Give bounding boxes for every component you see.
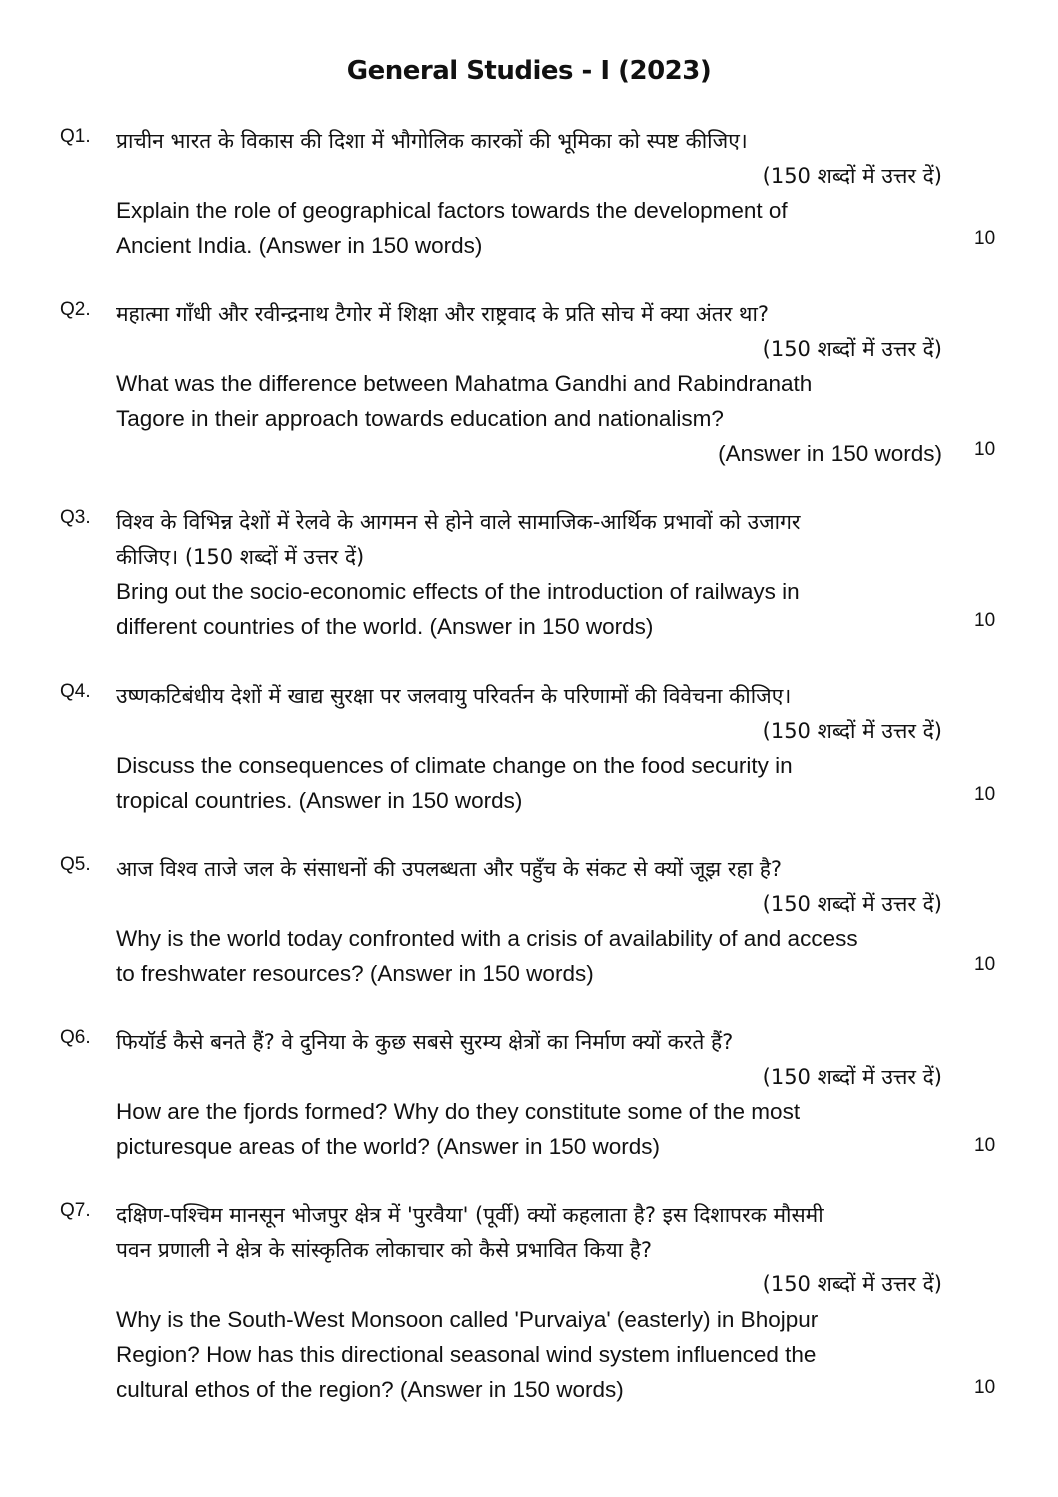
question-english-text-line-2: to freshwater resources? (Answer in 150 words)	[116, 961, 594, 986]
question-hindi-text-line-2: पवन प्रणाली ने क्षेत्र के सांस्कृतिक लोकाचार को कैसे प्रभावित किया है?	[116, 1237, 653, 1262]
question-hindi-text: महात्मा गाँधी और रवीन्द्रनाथ टैगोर में शिक्षा और राष्ट्रवाद के प्रति सोच में क्या अंतर था?	[116, 302, 770, 326]
question-hindi-word-limit: (150 शब्दों में उत्तर दें)	[762, 163, 942, 188]
question-number: Q3.	[60, 507, 91, 528]
question-marks: 10	[974, 1377, 996, 1398]
question-hindi-text: फियॉर्ड कैसे बनते हैं? वे दुनिया के कुछ सबसे सुरम्य क्षेत्रों का निर्माण क्यों करते हैं?	[116, 1030, 734, 1054]
question-hindi-text-line-1: दक्षिण-पश्चिम मानसून भोजपुर क्षेत्र में 'पुरवैया' (पूर्वी) क्यों कहलाता है? इस दिशापरक मौसमी	[116, 1203, 824, 1227]
question-english-text-line-3: cultural ethos of the region? (Answer in 150 words)	[116, 1376, 624, 1402]
question-marks: 10	[974, 610, 996, 631]
question-english-text-line-1: Discuss the consequences of climate change on the food security in	[116, 753, 793, 778]
question-english-text-line-1: What was the difference between Mahatma Gandhi and Rabindranath	[116, 371, 813, 396]
question-hindi-text: उष्णकटिबंधीय देशों में खाद्य सुरक्षा पर जलवायु परिवर्तन के परिणामों की विवेचना कीजिए।	[116, 684, 792, 708]
question-marks: 10	[974, 228, 996, 249]
question-marks: 10	[974, 1135, 996, 1156]
question-number: Q2.	[60, 299, 91, 320]
question-hindi-word-limit: (150 शब्दों में उत्तर दें)	[762, 336, 942, 361]
question-number: Q6.	[60, 1027, 91, 1048]
question-marks: 10	[974, 784, 996, 805]
question-hindi-word-limit: (150 शब्दों में उत्तर दें)	[762, 891, 942, 916]
page-title: General Studies - I (2023)	[346, 56, 712, 86]
question-english-text-line-2: tropical countries. (Answer in 150 words)	[116, 788, 523, 813]
question-hindi-text-line-2: कीजिए। (150 शब्दों में उत्तर दें)	[116, 544, 365, 569]
question-hindi-word-limit: (150 शब्दों में उत्तर दें)	[762, 1272, 942, 1296]
question-english-text-line-2: picturesque areas of the world? (Answer in 150 words)	[116, 1134, 661, 1159]
question-english-text-line-2: different countries of the world. (Answer in 150 words)	[116, 614, 654, 639]
question-english-text-line-1: How are the fjords formed? Why do they constitute some of the most	[116, 1099, 801, 1124]
question-hindi-word-limit: (150 शब्दों में उत्तर दें)	[762, 1064, 942, 1089]
question-number: Q4.	[60, 681, 91, 702]
question-hindi-text: प्राचीन भारत के विकास की दिशा में भौगोलिक कारकों की भूमिका को स्पष्ट कीजिए।	[116, 129, 748, 153]
question-english-text-line-1: Explain the role of geographical factors towards the development of	[116, 198, 788, 223]
question-english-word-limit: (Answer in 150 words)	[718, 441, 942, 466]
question-english-text-line-2: Tagore in their approach towards education and nationalism?	[116, 406, 724, 431]
question-number: Q5.	[60, 854, 91, 875]
question-number: Q7.	[60, 1200, 91, 1221]
question-marks: 10	[974, 439, 996, 460]
question-english-text-line-2: Ancient India. (Answer in 150 words)	[116, 233, 483, 258]
question-number: Q1.	[60, 126, 91, 147]
question-english-text-line-1: Why is the world today confronted with a crisis of availability of and access	[116, 926, 858, 951]
question-marks: 10	[974, 954, 996, 975]
question-hindi-text: आज विश्व ताजे जल के संसाधनों की उपलब्धता और पहुँच के संकट से क्यों जूझ रहा है?	[116, 857, 783, 881]
question-english-text-line-1: Why is the South-West Monsoon called 'Purvaiya' (easterly) in Bhojpur	[116, 1306, 819, 1332]
question-english-text-line-2: Region? How has this directional seasonal wind system influenced the	[116, 1341, 817, 1367]
question-english-text-line-1: Bring out the socio-economic effects of the introduction of railways in	[116, 579, 800, 604]
question-hindi-word-limit: (150 शब्दों में उत्तर दें)	[762, 718, 942, 743]
question-hindi-text-line-1: विश्व के विभिन्न देशों में रेलवे के आगमन से होने वाले सामाजिक-आर्थिक प्रभावों को उजागर	[116, 510, 801, 534]
